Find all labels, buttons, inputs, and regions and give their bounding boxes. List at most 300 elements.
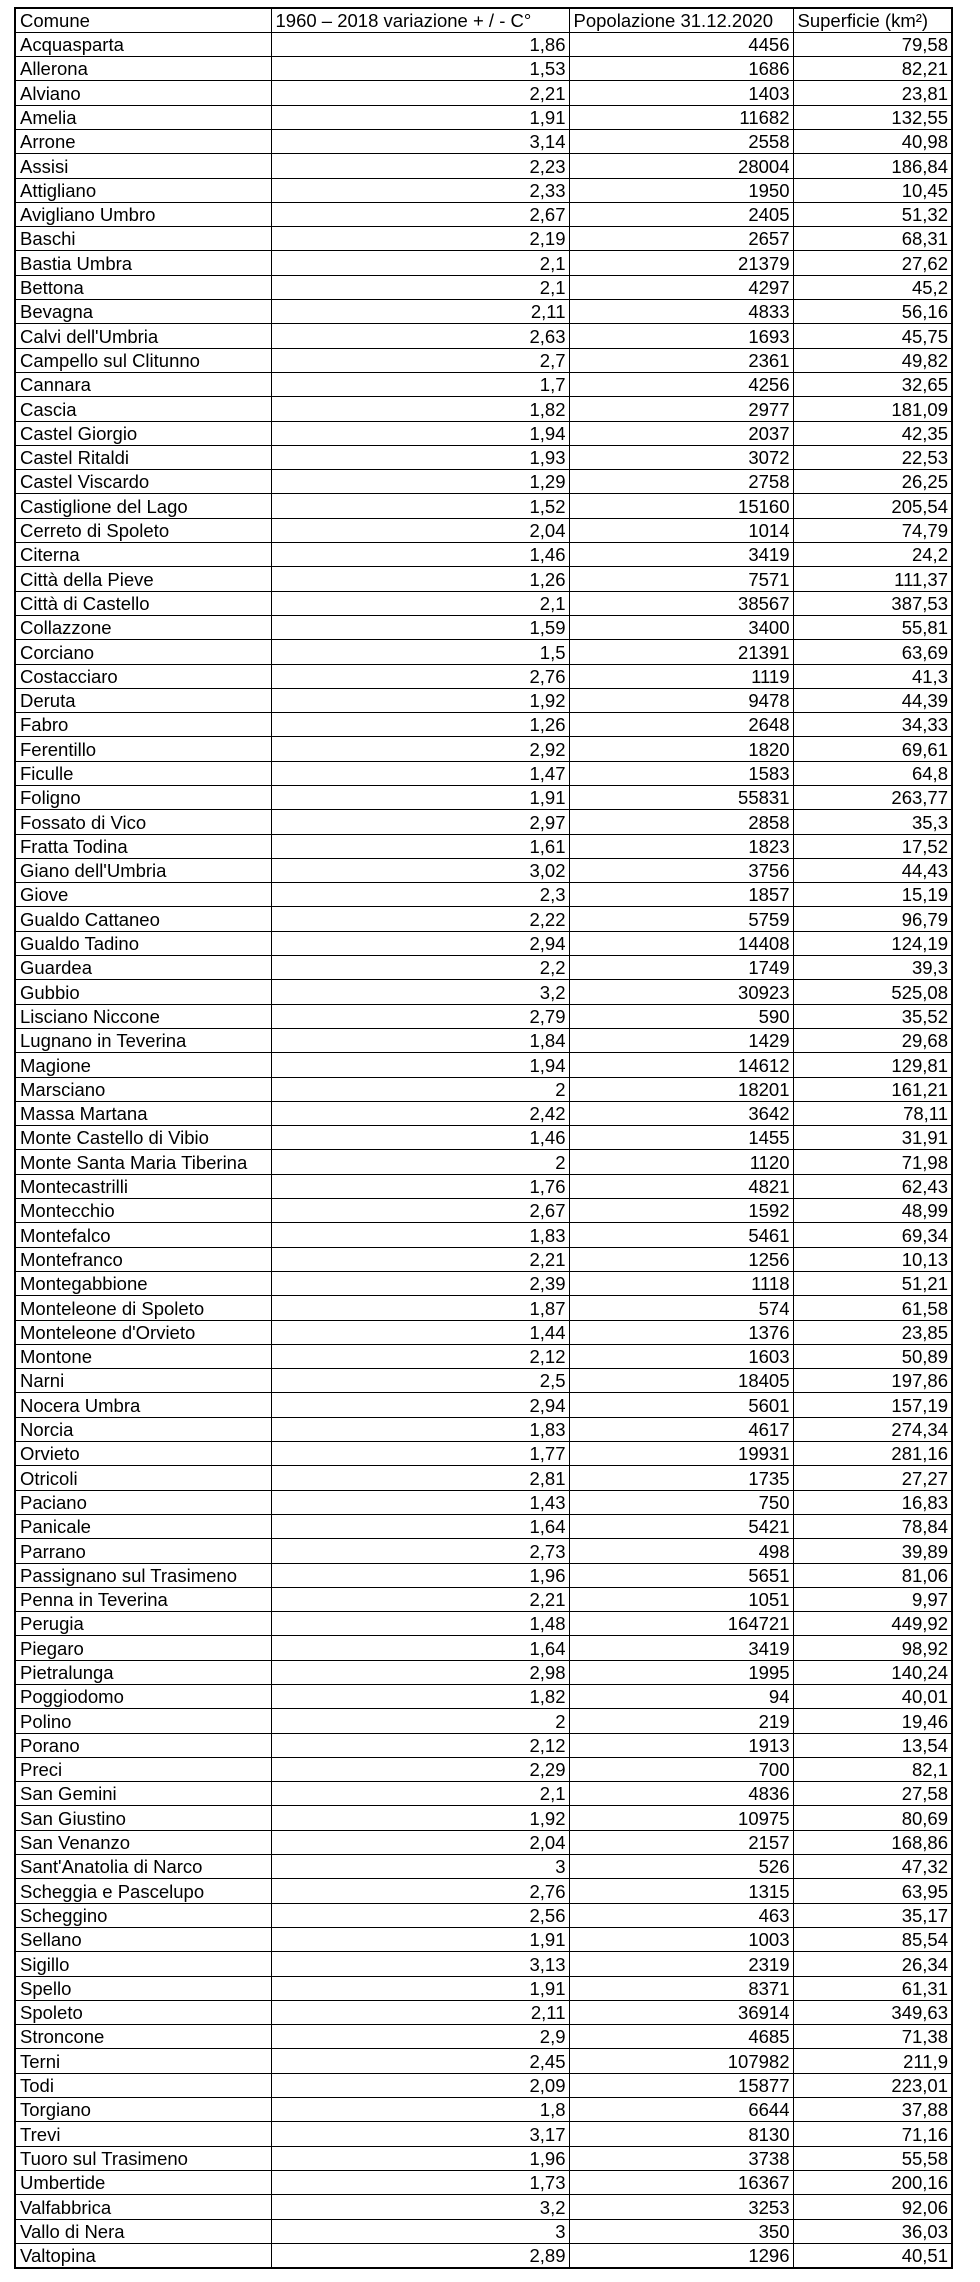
cell-superficie: 64,8 — [793, 761, 952, 785]
table-row — [15, 1855, 952, 1879]
cell-popolazione: 3642 — [569, 1101, 793, 1125]
cell-popolazione: 3072 — [569, 445, 793, 469]
cell-popolazione: 1403 — [569, 81, 793, 105]
table-row — [15, 445, 952, 469]
cell-superficie: 45,75 — [793, 324, 952, 348]
cell-popolazione: 5421 — [569, 1514, 793, 1538]
cell-superficie: 51,32 — [793, 202, 952, 226]
cell-variazione: 1,94 — [271, 1053, 569, 1077]
cell-superficie: 23,85 — [793, 1320, 952, 1344]
cell-variazione: 1,91 — [271, 1927, 569, 1951]
cell-popolazione: 463 — [569, 1903, 793, 1927]
cell-popolazione: 8371 — [569, 1976, 793, 2000]
cell-comune: Castiglione del Lago — [15, 494, 271, 518]
cell-variazione: 2,33 — [271, 178, 569, 202]
table-row — [15, 761, 952, 785]
table-row — [15, 1466, 952, 1490]
cell-popolazione: 10975 — [569, 1806, 793, 1830]
cell-superficie: 71,16 — [793, 2122, 952, 2146]
cell-popolazione: 7571 — [569, 567, 793, 591]
cell-comune: Cerreto di Spoleto — [15, 518, 271, 542]
cell-comune: Giano dell'Umbria — [15, 858, 271, 882]
cell-comune: Guardea — [15, 956, 271, 980]
cell-superficie: 55,81 — [793, 615, 952, 639]
cell-comune: Stroncone — [15, 2025, 271, 2049]
cell-comune: Monte Castello di Vibio — [15, 1126, 271, 1150]
cell-variazione: 1,52 — [271, 494, 569, 518]
cell-comune: Trevi — [15, 2122, 271, 2146]
cell-popolazione: 590 — [569, 1004, 793, 1028]
table-row — [15, 57, 952, 81]
cell-variazione: 2,42 — [271, 1101, 569, 1125]
cell-comune: Paciano — [15, 1490, 271, 1514]
table-row — [15, 1612, 952, 1636]
cell-variazione: 2,73 — [271, 1539, 569, 1563]
cell-popolazione: 1429 — [569, 1028, 793, 1052]
table-row — [15, 1757, 952, 1781]
cell-variazione: 2,21 — [271, 81, 569, 105]
cell-comune: Montegabbione — [15, 1271, 271, 1295]
table-row — [15, 980, 952, 1004]
cell-superficie: 10,45 — [793, 178, 952, 202]
table-row — [15, 1976, 952, 2000]
table-row — [15, 713, 952, 737]
table-row — [15, 1587, 952, 1611]
cell-comune: Amelia — [15, 105, 271, 129]
cell-superficie: 41,3 — [793, 664, 952, 688]
cell-comune: Orvieto — [15, 1442, 271, 1466]
table-row — [15, 1247, 952, 1271]
table-row — [15, 372, 952, 396]
cell-variazione: 1,26 — [271, 713, 569, 737]
table-row — [15, 300, 952, 324]
table-row — [15, 1952, 952, 1976]
cell-comune: Terni — [15, 2049, 271, 2073]
cell-popolazione: 2157 — [569, 1830, 793, 1854]
cell-superficie: 181,09 — [793, 397, 952, 421]
cell-variazione: 2,76 — [271, 664, 569, 688]
cell-superficie: 55,58 — [793, 2146, 952, 2170]
cell-comune: Giove — [15, 883, 271, 907]
cell-popolazione: 2319 — [569, 1952, 793, 1976]
cell-comune: Fossato di Vico — [15, 810, 271, 834]
cell-variazione: 1,8 — [271, 2098, 569, 2122]
cell-comune: Nocera Umbra — [15, 1393, 271, 1417]
cell-variazione: 2,45 — [271, 2049, 569, 2073]
cell-comune: Valfabbrica — [15, 2195, 271, 2219]
cell-variazione: 1,94 — [271, 421, 569, 445]
cell-superficie: 387,53 — [793, 591, 952, 615]
cell-popolazione: 4256 — [569, 372, 793, 396]
cell-superficie: 200,16 — [793, 2170, 952, 2194]
cell-comune: Gualdo Cattaneo — [15, 907, 271, 931]
table-row — [15, 2098, 952, 2122]
table-row — [15, 1903, 952, 1927]
cell-popolazione: 14408 — [569, 931, 793, 955]
cell-popolazione: 574 — [569, 1296, 793, 1320]
cell-variazione: 1,29 — [271, 470, 569, 494]
cell-popolazione: 3400 — [569, 615, 793, 639]
table-row — [15, 2170, 952, 2194]
cell-variazione: 1,44 — [271, 1320, 569, 1344]
cell-variazione: 2,12 — [271, 1733, 569, 1757]
cell-popolazione: 3253 — [569, 2195, 793, 2219]
cell-variazione: 2,11 — [271, 2000, 569, 2024]
cell-variazione: 1,43 — [271, 1490, 569, 1514]
cell-superficie: 168,86 — [793, 1830, 952, 1854]
cell-superficie: 39,3 — [793, 956, 952, 980]
cell-superficie: 263,77 — [793, 786, 952, 810]
cell-superficie: 82,1 — [793, 1757, 952, 1781]
cell-superficie: 16,83 — [793, 1490, 952, 1514]
cell-variazione: 2,39 — [271, 1271, 569, 1295]
cell-comune: Bettona — [15, 275, 271, 299]
header-superficie: Superficie (km²) — [793, 8, 952, 32]
cell-variazione: 1,91 — [271, 105, 569, 129]
cell-variazione: 2 — [271, 1077, 569, 1101]
cell-variazione: 3 — [271, 1855, 569, 1879]
table-row — [15, 129, 952, 153]
cell-superficie: 111,37 — [793, 567, 952, 591]
table-body — [15, 32, 952, 2267]
table-row — [15, 1077, 952, 1101]
cell-variazione: 2,5 — [271, 1369, 569, 1393]
cell-comune: Porano — [15, 1733, 271, 1757]
cell-variazione: 2,56 — [271, 1903, 569, 1927]
table-row — [15, 2219, 952, 2243]
cell-superficie: 62,43 — [793, 1174, 952, 1198]
cell-popolazione: 4685 — [569, 2025, 793, 2049]
cell-variazione: 2,94 — [271, 931, 569, 955]
cell-superficie: 211,9 — [793, 2049, 952, 2073]
cell-popolazione: 1120 — [569, 1150, 793, 1174]
cell-comune: Montecastrilli — [15, 1174, 271, 1198]
cell-comune: Spello — [15, 1976, 271, 2000]
cell-comune: Tuoro sul Trasimeno — [15, 2146, 271, 2170]
cell-popolazione: 1051 — [569, 1587, 793, 1611]
cell-superficie: 22,53 — [793, 445, 952, 469]
table-row — [15, 2195, 952, 2219]
cell-comune: Costacciaro — [15, 664, 271, 688]
cell-popolazione: 700 — [569, 1757, 793, 1781]
cell-popolazione: 28004 — [569, 154, 793, 178]
cell-comune: Ferentillo — [15, 737, 271, 761]
table-row — [15, 1782, 952, 1806]
cell-comune: Deruta — [15, 688, 271, 712]
cell-popolazione: 1376 — [569, 1320, 793, 1344]
cell-popolazione: 6644 — [569, 2098, 793, 2122]
table-row — [15, 737, 952, 761]
header-popolazione: Popolazione 31.12.2020 — [569, 8, 793, 32]
cell-comune: Acquasparta — [15, 32, 271, 56]
cell-variazione: 2,1 — [271, 251, 569, 275]
cell-comune: Castel Giorgio — [15, 421, 271, 445]
cell-variazione: 3,2 — [271, 980, 569, 1004]
cell-superficie: 51,21 — [793, 1271, 952, 1295]
cell-popolazione: 9478 — [569, 688, 793, 712]
cell-superficie: 281,16 — [793, 1442, 952, 1466]
cell-popolazione: 4833 — [569, 300, 793, 324]
cell-comune: Castel Viscardo — [15, 470, 271, 494]
cell-popolazione: 1119 — [569, 664, 793, 688]
table-row — [15, 518, 952, 542]
cell-superficie: 56,16 — [793, 300, 952, 324]
cell-popolazione: 1995 — [569, 1660, 793, 1684]
cell-superficie: 61,58 — [793, 1296, 952, 1320]
cell-comune: Fabro — [15, 713, 271, 737]
cell-popolazione: 4297 — [569, 275, 793, 299]
cell-superficie: 27,27 — [793, 1466, 952, 1490]
cell-variazione: 2,9 — [271, 2025, 569, 2049]
cell-variazione: 1,96 — [271, 2146, 569, 2170]
table-row — [15, 907, 952, 931]
cell-superficie: 132,55 — [793, 105, 952, 129]
cell-popolazione: 18201 — [569, 1077, 793, 1101]
cell-variazione: 2,94 — [271, 1393, 569, 1417]
cell-popolazione: 3419 — [569, 1636, 793, 1660]
table-row — [15, 1223, 952, 1247]
cell-variazione: 2,67 — [271, 1199, 569, 1223]
table-row — [15, 1393, 952, 1417]
cell-popolazione: 4456 — [569, 32, 793, 56]
cell-superficie: 81,06 — [793, 1563, 952, 1587]
cell-variazione: 1,53 — [271, 57, 569, 81]
cell-comune: Pietralunga — [15, 1660, 271, 1684]
cell-popolazione: 94 — [569, 1684, 793, 1708]
cell-comune: Umbertide — [15, 2170, 271, 2194]
cell-variazione: 3,14 — [271, 129, 569, 153]
cell-comune: Poggiodomo — [15, 1684, 271, 1708]
cell-popolazione: 1735 — [569, 1466, 793, 1490]
cell-popolazione: 16367 — [569, 2170, 793, 2194]
table-row — [15, 81, 952, 105]
cell-variazione: 1,5 — [271, 640, 569, 664]
cell-superficie: 82,21 — [793, 57, 952, 81]
cell-comune: Città di Castello — [15, 591, 271, 615]
table-row — [15, 154, 952, 178]
cell-popolazione: 2758 — [569, 470, 793, 494]
cell-popolazione: 30923 — [569, 980, 793, 1004]
table-row — [15, 324, 952, 348]
cell-comune: Preci — [15, 1757, 271, 1781]
table-row — [15, 2049, 952, 2073]
table-row — [15, 543, 952, 567]
cell-popolazione: 1296 — [569, 2243, 793, 2267]
cell-popolazione: 4836 — [569, 1782, 793, 1806]
table-row — [15, 1879, 952, 1903]
cell-popolazione: 1749 — [569, 956, 793, 980]
cell-superficie: 71,98 — [793, 1150, 952, 1174]
header-comune: Comune — [15, 8, 271, 32]
cell-superficie: 32,65 — [793, 372, 952, 396]
table-row — [15, 275, 952, 299]
cell-popolazione: 1686 — [569, 57, 793, 81]
cell-variazione: 1,93 — [271, 445, 569, 469]
table-row — [15, 1320, 952, 1344]
table-row — [15, 786, 952, 810]
table-row — [15, 1636, 952, 1660]
cell-variazione: 1,83 — [271, 1223, 569, 1247]
cell-superficie: 63,69 — [793, 640, 952, 664]
cell-variazione: 2,63 — [271, 324, 569, 348]
cell-variazione: 3,17 — [271, 2122, 569, 2146]
cell-superficie: 96,79 — [793, 907, 952, 931]
table-row — [15, 1028, 952, 1052]
cell-variazione: 1,47 — [271, 761, 569, 785]
cell-comune: Otricoli — [15, 1466, 271, 1490]
cell-superficie: 37,88 — [793, 2098, 952, 2122]
cell-comune: Sant'Anatolia di Narco — [15, 1855, 271, 1879]
table-row — [15, 32, 952, 56]
table-row — [15, 1442, 952, 1466]
cell-variazione: 2,12 — [271, 1344, 569, 1368]
cell-superficie: 92,06 — [793, 2195, 952, 2219]
cell-popolazione: 1592 — [569, 1199, 793, 1223]
cell-popolazione: 526 — [569, 1855, 793, 1879]
table-row — [15, 1271, 952, 1295]
table-row — [15, 421, 952, 445]
header-row — [15, 8, 952, 32]
cell-superficie: 13,54 — [793, 1733, 952, 1757]
cell-popolazione: 2361 — [569, 348, 793, 372]
cell-comune: Sellano — [15, 1927, 271, 1951]
cell-variazione: 2,21 — [271, 1587, 569, 1611]
cell-popolazione: 18405 — [569, 1369, 793, 1393]
cell-comune: Spoleto — [15, 2000, 271, 2024]
cell-variazione: 1,26 — [271, 567, 569, 591]
table-row — [15, 227, 952, 251]
cell-superficie: 349,63 — [793, 2000, 952, 2024]
cell-superficie: 205,54 — [793, 494, 952, 518]
table-row — [15, 883, 952, 907]
cell-popolazione: 107982 — [569, 2049, 793, 2073]
cell-popolazione: 1820 — [569, 737, 793, 761]
cell-superficie: 45,2 — [793, 275, 952, 299]
table-row — [15, 1101, 952, 1125]
cell-variazione: 1,59 — [271, 615, 569, 639]
cell-popolazione: 55831 — [569, 786, 793, 810]
cell-comune: Penna in Teverina — [15, 1587, 271, 1611]
cell-comune: San Venanzo — [15, 1830, 271, 1854]
cell-comune: Gualdo Tadino — [15, 931, 271, 955]
cell-variazione: 1,91 — [271, 1976, 569, 2000]
table-row — [15, 2146, 952, 2170]
cell-variazione: 1,64 — [271, 1636, 569, 1660]
cell-variazione: 2,1 — [271, 591, 569, 615]
cell-popolazione: 5759 — [569, 907, 793, 931]
table-row — [15, 1150, 952, 1174]
table-row — [15, 615, 952, 639]
table-row — [15, 1514, 952, 1538]
table-row — [15, 397, 952, 421]
cell-comune: Panicale — [15, 1514, 271, 1538]
cell-popolazione: 1455 — [569, 1126, 793, 1150]
cell-variazione: 2,22 — [271, 907, 569, 931]
cell-popolazione: 11682 — [569, 105, 793, 129]
cell-comune: Monteleone d'Orvieto — [15, 1320, 271, 1344]
cell-superficie: 47,32 — [793, 1855, 952, 1879]
cell-popolazione: 1256 — [569, 1247, 793, 1271]
cell-variazione: 1,82 — [271, 397, 569, 421]
cell-comune: Alviano — [15, 81, 271, 105]
cell-comune: Scheggia e Pascelupo — [15, 1879, 271, 1903]
comuni-table-sheet — [14, 7, 951, 2269]
cell-comune: Scheggino — [15, 1903, 271, 1927]
table-row — [15, 494, 952, 518]
cell-superficie: 129,81 — [793, 1053, 952, 1077]
cell-comune: Lugnano in Teverina — [15, 1028, 271, 1052]
table-header — [15, 8, 952, 32]
cell-superficie: 15,19 — [793, 883, 952, 907]
cell-superficie: 197,86 — [793, 1369, 952, 1393]
cell-superficie: 40,01 — [793, 1684, 952, 1708]
cell-comune: Parrano — [15, 1539, 271, 1563]
cell-comune: Ficulle — [15, 761, 271, 785]
table-row — [15, 2073, 952, 2097]
cell-superficie: 39,89 — [793, 1539, 952, 1563]
cell-popolazione: 1118 — [569, 1271, 793, 1295]
cell-comune: Corciano — [15, 640, 271, 664]
cell-superficie: 68,31 — [793, 227, 952, 251]
cell-superficie: 27,62 — [793, 251, 952, 275]
cell-comune: Valtopina — [15, 2243, 271, 2267]
cell-variazione: 1,61 — [271, 834, 569, 858]
cell-superficie: 23,81 — [793, 81, 952, 105]
cell-superficie: 34,33 — [793, 713, 952, 737]
cell-popolazione: 1693 — [569, 324, 793, 348]
cell-popolazione: 3756 — [569, 858, 793, 882]
cell-variazione: 1,84 — [271, 1028, 569, 1052]
cell-popolazione: 498 — [569, 1539, 793, 1563]
cell-variazione: 1,92 — [271, 688, 569, 712]
cell-comune: Arrone — [15, 129, 271, 153]
cell-superficie: 35,3 — [793, 810, 952, 834]
cell-superficie: 26,34 — [793, 1952, 952, 1976]
cell-superficie: 69,34 — [793, 1223, 952, 1247]
cell-variazione: 1,82 — [271, 1684, 569, 1708]
cell-popolazione: 21379 — [569, 251, 793, 275]
cell-comune: Citerna — [15, 543, 271, 567]
cell-comune: Monte Santa Maria Tiberina — [15, 1150, 271, 1174]
table-row — [15, 470, 952, 494]
cell-superficie: 186,84 — [793, 154, 952, 178]
table-row — [15, 105, 952, 129]
cell-comune: Narni — [15, 1369, 271, 1393]
cell-variazione: 1,46 — [271, 543, 569, 567]
table-row — [15, 567, 952, 591]
cell-popolazione: 2657 — [569, 227, 793, 251]
cell-variazione: 2,2 — [271, 956, 569, 980]
table-row — [15, 1539, 952, 1563]
cell-variazione: 2,92 — [271, 737, 569, 761]
cell-comune: Torgiano — [15, 2098, 271, 2122]
cell-comune: Baschi — [15, 227, 271, 251]
cell-superficie: 274,34 — [793, 1417, 952, 1441]
table-row — [15, 1660, 952, 1684]
cell-superficie: 80,69 — [793, 1806, 952, 1830]
cell-variazione: 1,83 — [271, 1417, 569, 1441]
table-row — [15, 1053, 952, 1077]
cell-variazione: 2,21 — [271, 1247, 569, 1271]
table-row — [15, 178, 952, 202]
cell-superficie: 44,39 — [793, 688, 952, 712]
table-row — [15, 810, 952, 834]
cell-popolazione: 14612 — [569, 1053, 793, 1077]
cell-popolazione: 15160 — [569, 494, 793, 518]
cell-variazione: 2,98 — [271, 1660, 569, 1684]
cell-comune: San Gemini — [15, 1782, 271, 1806]
table-row — [15, 1004, 952, 1028]
